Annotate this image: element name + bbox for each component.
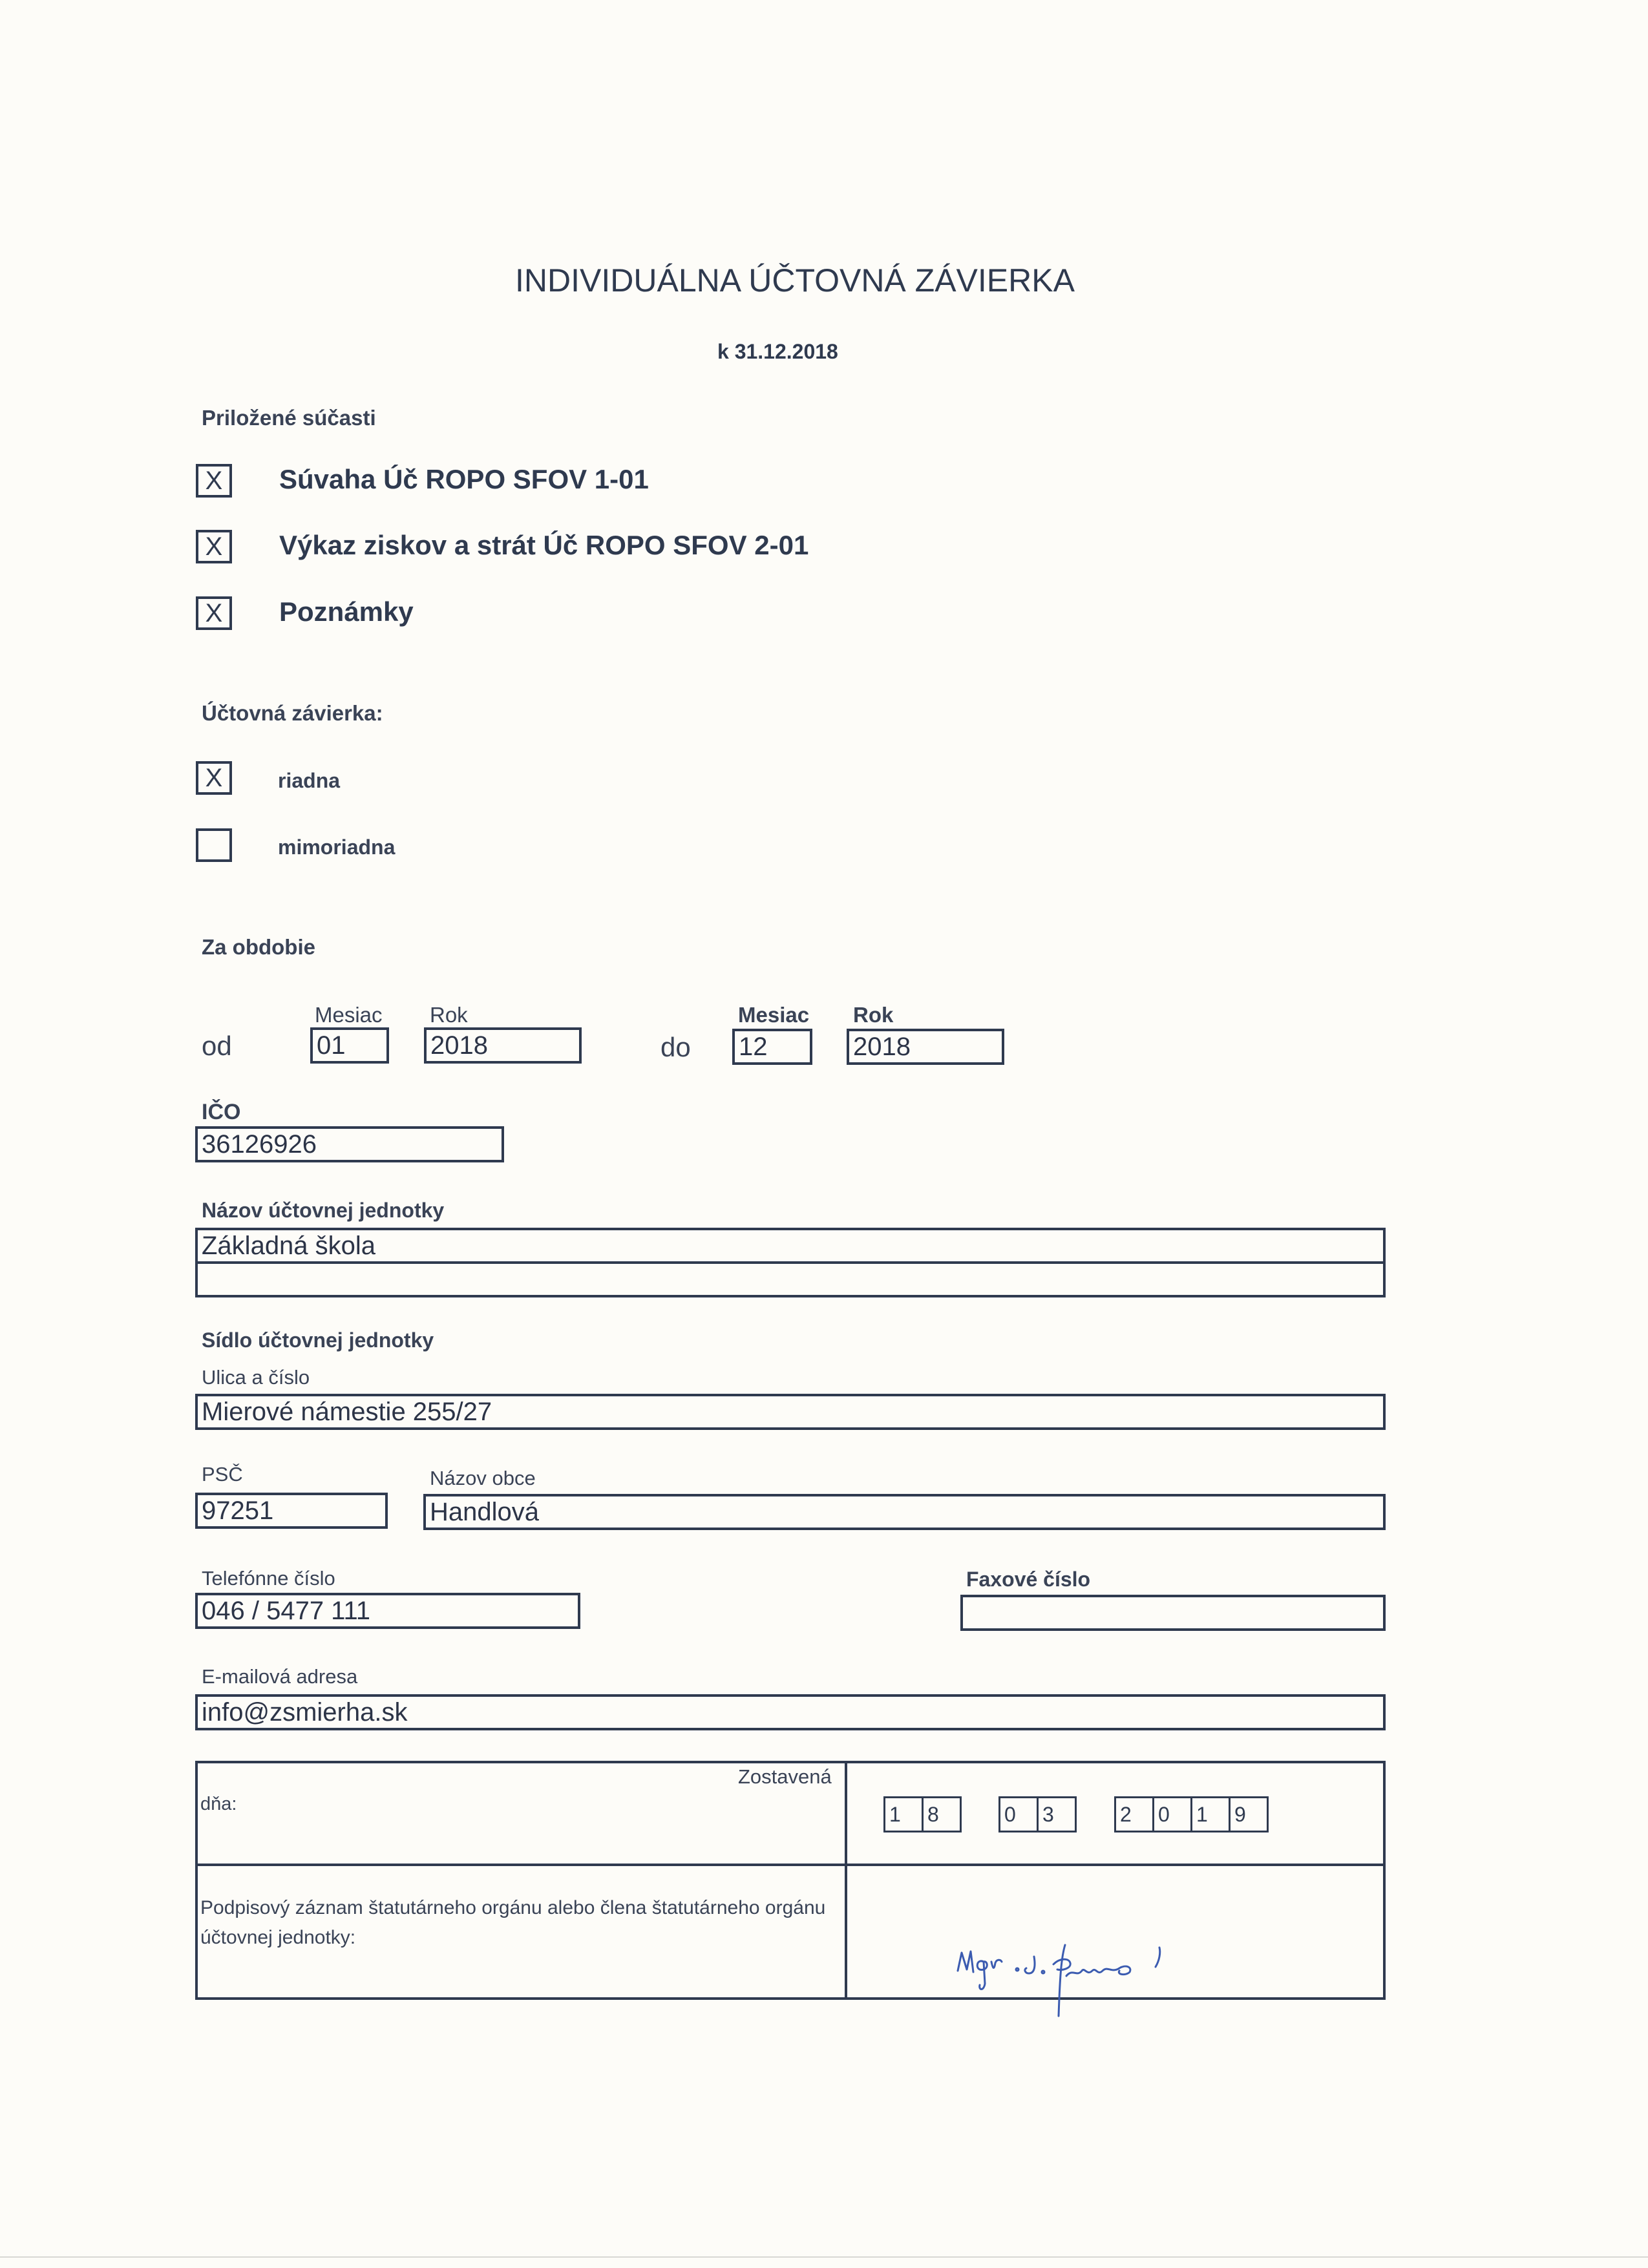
city-label: Názov obce [430,1467,536,1489]
entity-name-field-line2[interactable] [195,1261,1386,1297]
compiled-year-digit-1[interactable]: 2 [1114,1796,1154,1832]
phone-value: 046 / 5477 111 [202,1597,370,1625]
closing-regular-label: riadna [278,769,341,792]
ico-label: IČO [202,1100,241,1124]
closing-date: k 31.12.2018 [717,340,838,363]
handwritten-signature [950,1938,1209,2022]
address-heading: Sídlo účtovnej jednotky [202,1328,434,1352]
compiled-day-digit-1[interactable]: 1 [883,1796,924,1832]
closing-regular-checkbox[interactable]: X [196,761,232,795]
period-heading: Za obdobie [202,935,315,959]
fax-field[interactable] [960,1595,1386,1631]
psc-label: PSČ [202,1463,243,1486]
compiled-year-digit-2[interactable]: 0 [1152,1796,1192,1832]
street-field[interactable] [195,1394,1386,1430]
attachment-income-checkbox[interactable]: X [196,530,232,563]
phone-field[interactable] [195,1593,580,1629]
to-month-label: Mesiac [738,1003,810,1027]
ico-value: 36126926 [202,1130,317,1159]
attachments-heading: Priložené súčasti [202,406,376,430]
compiled-month-digit-2[interactable]: 3 [1037,1796,1077,1832]
entity-name-value-line1: Základná škola [202,1232,376,1260]
ico-field[interactable] [195,1126,504,1162]
scan-edge-line [0,2256,1648,2258]
to-label: do [660,1032,691,1062]
psc-value: 97251 [202,1496,274,1525]
street-label: Ulica a číslo [202,1366,310,1389]
from-month-value: 01 [317,1031,346,1060]
fax-label: Faxové číslo [966,1568,1091,1591]
attachment-balance-checkbox[interactable]: X [196,464,232,498]
closing-extraordinary-label: mimoriadna [278,835,396,859]
from-month-field[interactable] [310,1027,389,1064]
to-month-value: 12 [739,1033,768,1061]
to-year-label: Rok [853,1003,894,1027]
attachment-balance-label: Súvaha Úč ROPO SFOV 1-01 [279,464,649,494]
compiled-year-digit-3[interactable]: 1 [1190,1796,1231,1832]
attachment-notes-checkbox[interactable]: X [196,596,232,630]
email-value: info@zsmierha.sk [202,1698,408,1727]
from-year-value: 2018 [430,1031,488,1060]
from-year-label: Rok [430,1003,468,1027]
table-vertical-divider [845,1761,847,2000]
psc-field[interactable] [195,1493,388,1529]
email-field[interactable] [195,1694,1386,1730]
compiled-year-digit-4[interactable]: 9 [1229,1796,1269,1832]
to-year-value: 2018 [853,1033,911,1061]
document-title: INDIVIDUÁLNA ÚČTOVNÁ ZÁVIERKA [515,262,1075,299]
closing-extraordinary-checkbox[interactable] [196,828,232,862]
attachment-notes-label: Poznámky [279,596,414,627]
compiled-day-digit-2[interactable]: 8 [922,1796,962,1832]
closing-type-heading: Účtovná závierka: [202,701,383,725]
compiled-date-label: dňa: [200,1794,237,1814]
compiled-month-digit-1[interactable]: 0 [998,1796,1039,1832]
email-label: E-mailová adresa [202,1665,358,1688]
to-month-field[interactable] [732,1029,812,1065]
city-field[interactable] [423,1494,1386,1530]
entity-name-field-line1[interactable] [195,1228,1386,1264]
attachment-income-label: Výkaz ziskov a strát Úč ROPO SFOV 2-01 [279,530,809,560]
phone-label: Telefónne číslo [202,1567,335,1590]
to-year-field[interactable] [847,1029,1004,1065]
from-label: od [202,1031,232,1061]
city-value: Handlová [430,1498,540,1526]
from-year-field[interactable] [424,1027,582,1064]
entity-name-label: Názov účtovnej jednotky [202,1199,445,1222]
signature-record-label: Podpisový záznam štatutárneho orgánu alebo člena štatutárneho orgánu účtovnej jednotky: [200,1897,826,1948]
street-value: Mierové námestie 255/27 [202,1398,492,1426]
from-month-label: Mesiac [315,1003,383,1027]
table-horizontal-divider [195,1864,1386,1866]
compiled-label: Zostavená [738,1765,832,1788]
